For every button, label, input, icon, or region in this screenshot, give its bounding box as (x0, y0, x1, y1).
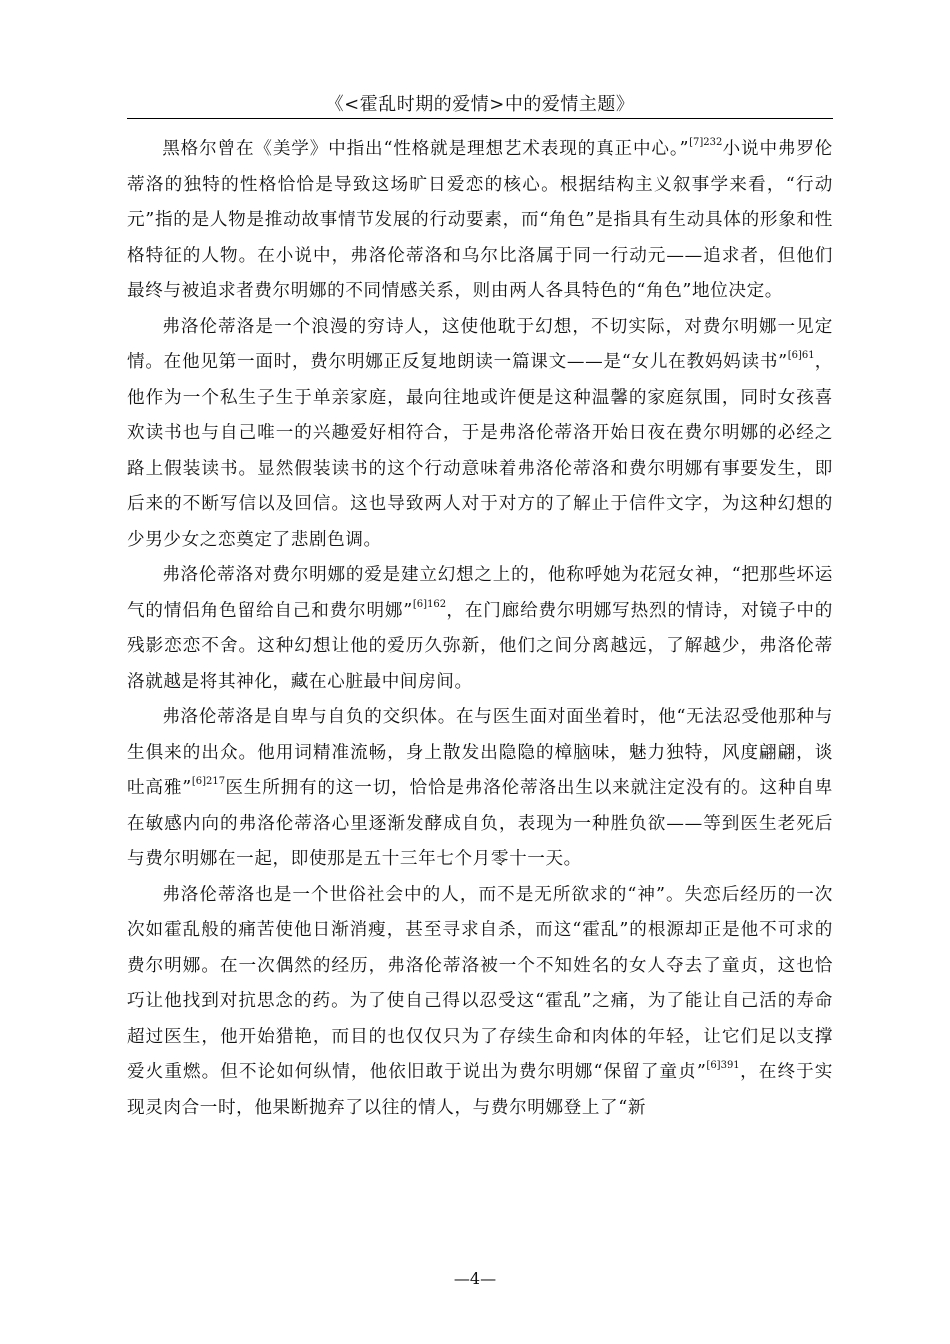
paragraph-text: 小说中弗罗伦蒂洛的独特的性格恰恰是导致这场旷日爱恋的核心。根据结构主义叙事学来看，“行动元”指的是人物是推动故事情节发展的行动要素，而“角色”是指具有生动具体的形象和性格特征的人物。在小说中，弗洛伦蒂洛和乌尔比洛属于同一行动元——追求者，但他们最终与被追求者费尔明娜的不同情感关系，则由两人各具特色的“角色”地位决定。 (127, 139, 833, 301)
paragraph (127, 700, 833, 878)
paragraph (127, 878, 833, 1127)
paragraph-text: 弗洛伦蒂洛是自卑与自负的交织体。在与医生面对面坐着时，他“无法忍受他那种与生俱来的出众。他用词精准流畅，身上散发出隐隐的樟脑味，魅力独特，风度翩翩，谈吐高雅” (127, 707, 833, 798)
paragraph-text: ，在门廊给费尔明娜写热烈的情诗，对镜子中的残影恋恋不舍。这种幻想让他的爱历久弥新，他们之间分离越远，了解越少，弗洛伦蒂洛就越是将其神化，藏在心脏最中间房间。 (127, 600, 833, 692)
running-header-title: 《<霍乱时期的爱情>中的爱情主题》 (325, 94, 635, 115)
paragraph-text: 医生所拥有的这一切，恰恰是弗洛伦蒂洛出生以来就注定没有的。这种自卑在敏感内向的弗洛伦蒂洛心里逐渐发酵成自负，表现为一种胜负欲——等到医生老死后与费尔明娜在一起，即使那是五十三年七个月零十一天。 (127, 778, 833, 869)
citation-marker: [6]162 (412, 598, 447, 610)
paragraph (127, 310, 833, 559)
paragraph-text: 弗洛伦蒂洛也是一个世俗社会中的人，而不是无所欲求的“神”。失恋后经历的一次次如霍乱般的痛苦使他日渐消瘦，甚至寻求自杀，而这“霍乱”的根源却正是他不可求的费尔明娜。在一次偶然的经历，弗洛伦蒂洛被一个不知姓名的女人夺去了童贞，这也恰巧让他找到对抗思念的药。为了使自己得以忍受这“霍乱”之痛，为了能让自己活的寿命超过医生，他开始猎艳，而目的也仅仅只为了存续生命和肉体的年轻，让它们足以支撑爱火重燃。但不论如何纵情，他依旧敢于说出为费尔明娜“保留了童贞” (127, 884, 833, 1082)
citation-marker: [6]391 (706, 1060, 740, 1071)
page-number: —4— (453, 1269, 497, 1288)
paragraph-text: ，他作为一个私生子生于单亲家庭，最向往地或许便是这种温馨的家庭氛围，同时女孩喜欢读书也与自己唯一的兴趣爱好相符合，于是弗洛伦蒂洛开始日夜在费尔明娜的必经之路上假装读书。显然假装读书的这个行动意味着弗洛伦蒂洛和费尔明娜有事要发生，即后来的不断写信以及回信。这也导致两人对于对方的了解止于信件文字，为这种幻想的少男少女之恋奠定了悲剧色调。 (127, 352, 833, 550)
citation-marker: [6]61 (787, 350, 815, 361)
paragraph-text: ，在终于实现灵肉合一时，他果断抛弃了以往的情人，与费尔明娜登上了“新 (127, 1062, 833, 1118)
paragraph (127, 558, 833, 700)
paragraph-text: 弗洛伦蒂洛对费尔明娜的爱是建立幻想之上的，他称呼她为花冠女神，“把那些坏运气的情侣角色留给自己和费尔明娜” (127, 565, 833, 621)
paragraph (127, 132, 833, 310)
body-text (127, 132, 833, 1126)
citation-marker: [6]217 (191, 776, 226, 787)
paragraph-text: 黑格尔曾在《美学》中指出“性格就是理想艺术表现的真正中心。” (162, 139, 690, 159)
citation-marker: [7]232 (689, 137, 723, 148)
paragraph-text: 弗洛伦蒂洛是一个浪漫的穷诗人，这使他耽于幻想，不切实际，对费尔明娜一见定情。在他见第一面时，费尔明娜正反复地朗读一篇课文——是“女儿在教妈妈读书” (127, 316, 833, 372)
header-divider (127, 118, 833, 119)
